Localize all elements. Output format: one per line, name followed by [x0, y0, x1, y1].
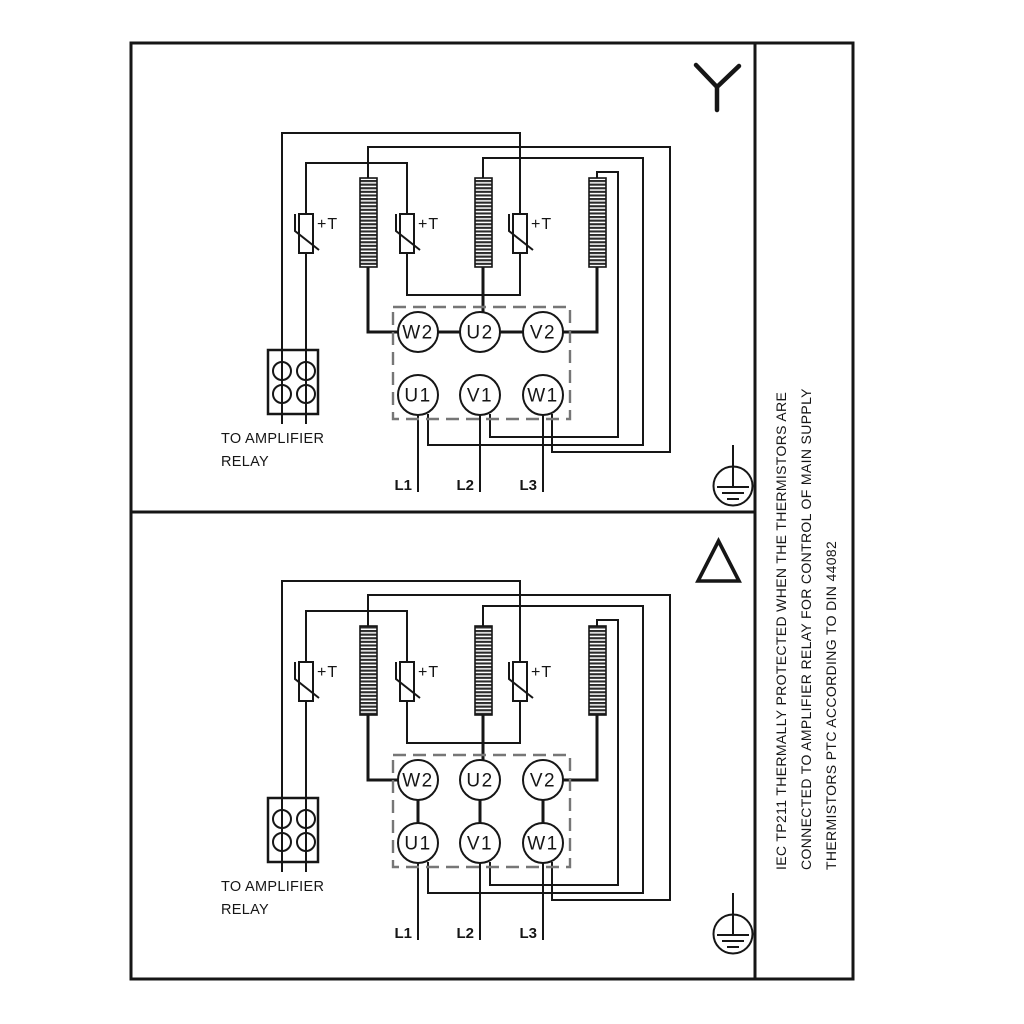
supply-label-l2: L2 — [456, 925, 474, 942]
supply-label-l2: L2 — [456, 477, 474, 494]
winding-coil-u — [475, 178, 492, 267]
supply-label-l1: L1 — [394, 477, 412, 494]
delta-section — [221, 541, 753, 954]
terminal-label: U2 — [466, 322, 494, 344]
side-note-line3: THERMISTORS PTC ACCORDING TO DIN 44082 — [823, 540, 839, 870]
winding-coil-w — [360, 178, 377, 267]
relay-note-line2: RELAY — [221, 454, 269, 470]
winding-coil-u — [475, 626, 492, 715]
terminal-label: U1 — [404, 385, 432, 407]
thermistor-1 — [295, 662, 338, 701]
side-note-line1: IEC TP211 THERMALLY PROTECTED WHEN THE THERMISTORS ARE — [773, 391, 789, 870]
terminal-label: V2 — [529, 770, 557, 792]
ground-icon — [714, 893, 753, 954]
winding-coil-w — [360, 626, 377, 715]
supply-label-l1: L1 — [394, 925, 412, 942]
thermistor-label: +T — [531, 216, 553, 233]
thermistor-body — [513, 214, 527, 253]
thermistor-body — [400, 662, 414, 701]
thermistor-3 — [509, 214, 552, 253]
thermistor-body — [299, 662, 313, 701]
terminal-label: W2 — [402, 770, 434, 792]
relay-box — [268, 798, 318, 862]
thermistor-2 — [396, 214, 439, 253]
thermistor-body — [513, 662, 527, 701]
thermistor-label: +T — [531, 664, 553, 681]
thermistor-label: +T — [418, 216, 440, 233]
thermistor-body — [299, 214, 313, 253]
terminal-label: U2 — [466, 770, 494, 792]
thermistor-3 — [509, 662, 552, 701]
thermistor-label: +T — [317, 664, 339, 681]
supply-label-l3: L3 — [519, 477, 537, 494]
relay-note-line1: TO AMPLIFIER — [221, 879, 325, 895]
supply-label-l3: L3 — [519, 925, 537, 942]
star-section — [221, 65, 753, 506]
delta-bridge-links — [418, 800, 543, 823]
terminal-label: W1 — [527, 833, 559, 855]
side-note-line2: CONNECTED TO AMPLIFIER RELAY FOR CONTROL OF MAIN SUPPLY — [798, 388, 814, 870]
terminal-label: W2 — [402, 322, 434, 344]
winding-coil-v — [589, 178, 606, 267]
amplifier-relay-contact — [268, 798, 318, 862]
terminal-label: U1 — [404, 833, 432, 855]
winding3-to-v2-wire — [563, 267, 597, 332]
ground-icon — [714, 445, 753, 506]
amplifier-relay-contact — [268, 350, 318, 414]
thermistor-label: +T — [317, 216, 339, 233]
relay-note-line1: TO AMPLIFIER — [221, 431, 325, 447]
winding-coil-v — [589, 626, 606, 715]
relay-box — [268, 350, 318, 414]
delta-icon — [698, 541, 739, 581]
thermistor-1 — [295, 214, 338, 253]
winding3-to-v2-wire — [563, 715, 597, 780]
star-icon — [696, 65, 739, 110]
thermistor-body — [400, 214, 414, 253]
thermistor-2 — [396, 662, 439, 701]
terminal-label: W1 — [527, 385, 559, 407]
relay-note-line2: RELAY — [221, 902, 269, 918]
side-note — [773, 388, 839, 870]
terminal-label: V2 — [529, 322, 557, 344]
thermistor-label: +T — [418, 664, 440, 681]
terminal-label: V1 — [466, 385, 494, 407]
terminal-label: V1 — [466, 833, 494, 855]
